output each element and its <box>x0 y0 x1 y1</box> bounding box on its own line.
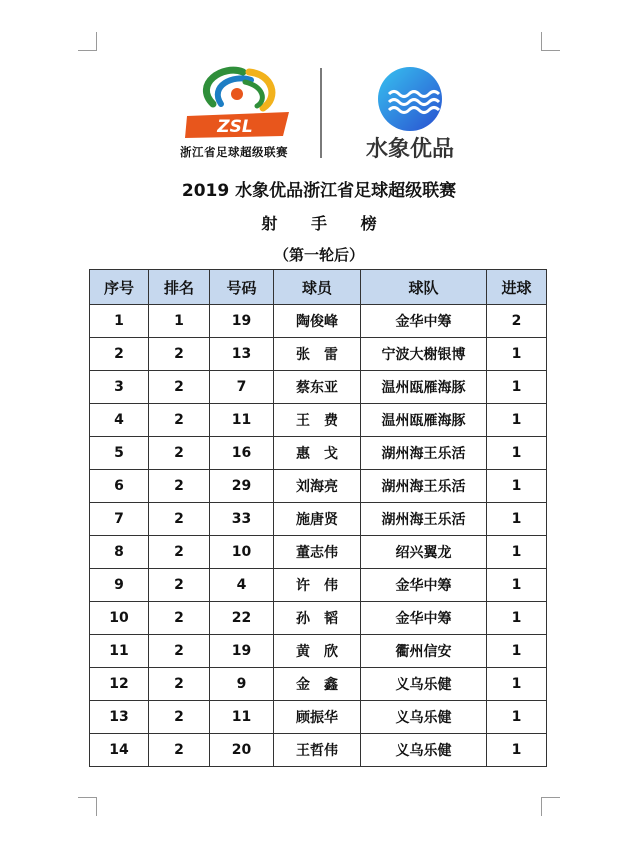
table-row <box>90 569 547 602</box>
cell-team: 金华中筹 <box>361 602 487 635</box>
cell-index: 8 <box>90 536 149 569</box>
cell-rank: 2 <box>149 470 210 503</box>
table-row <box>90 338 547 371</box>
column-header-rank: 排名 <box>149 270 210 305</box>
cell-team: 湖州海王乐活 <box>361 437 487 470</box>
cell-player: 惠 戈 <box>274 437 361 470</box>
cell-team: 金华中筹 <box>361 305 487 338</box>
cell-index: 1 <box>90 305 149 338</box>
scorers-table <box>89 269 547 767</box>
cell-goals: 1 <box>487 602 547 635</box>
crop-mark-bottom-right <box>541 797 560 816</box>
cell-rank: 2 <box>149 635 210 668</box>
cell-goals: 1 <box>487 701 547 734</box>
cell-player: 孙 韬 <box>274 602 361 635</box>
sponsor-name: 水象优品 <box>365 137 454 162</box>
cell-goals: 1 <box>487 635 547 668</box>
cell-number: 29 <box>210 470 274 503</box>
cell-goals: 1 <box>487 338 547 371</box>
cell-team: 温州瓯雁海豚 <box>361 404 487 437</box>
cell-index: 10 <box>90 602 149 635</box>
cell-player: 董志伟 <box>274 536 361 569</box>
cell-number: 20 <box>210 734 274 767</box>
cell-goals: 1 <box>487 437 547 470</box>
cell-rank: 2 <box>149 734 210 767</box>
cell-rank: 2 <box>149 536 210 569</box>
zsl-mark-text: ZSL <box>217 117 253 137</box>
cell-goals: 1 <box>487 668 547 701</box>
cell-team: 湖州海王乐活 <box>361 470 487 503</box>
table-row <box>90 503 547 536</box>
table-row <box>90 701 547 734</box>
column-header-player: 球员 <box>274 270 361 305</box>
cell-number: 10 <box>210 536 274 569</box>
cell-number: 11 <box>210 404 274 437</box>
cell-index: 4 <box>90 404 149 437</box>
cell-goals: 1 <box>487 470 547 503</box>
column-header-index: 序号 <box>90 270 149 305</box>
cell-player: 陶俊峰 <box>274 305 361 338</box>
cell-goals: 1 <box>487 536 547 569</box>
cell-rank: 2 <box>149 338 210 371</box>
cell-rank: 2 <box>149 371 210 404</box>
table-body <box>90 305 547 767</box>
cell-index: 11 <box>90 635 149 668</box>
cell-player: 张 雷 <box>274 338 361 371</box>
cell-player: 金 鑫 <box>274 668 361 701</box>
league-name: 浙江省足球超级联赛 <box>180 145 288 159</box>
logo-banner <box>165 62 485 162</box>
cell-player: 许 伟 <box>274 569 361 602</box>
cell-index: 12 <box>90 668 149 701</box>
cell-goals: 2 <box>487 305 547 338</box>
cell-index: 13 <box>90 701 149 734</box>
cell-player: 王哲伟 <box>274 734 361 767</box>
cell-player: 施唐贤 <box>274 503 361 536</box>
cell-player: 王 费 <box>274 404 361 437</box>
cell-rank: 2 <box>149 602 210 635</box>
cell-rank: 1 <box>149 305 210 338</box>
cell-team: 绍兴翼龙 <box>361 536 487 569</box>
cell-team: 金华中筹 <box>361 569 487 602</box>
table-row <box>90 536 547 569</box>
cell-number: 22 <box>210 602 274 635</box>
cell-rank: 2 <box>149 569 210 602</box>
cell-team: 温州瓯雁海豚 <box>361 371 487 404</box>
cell-player: 蔡东亚 <box>274 371 361 404</box>
cell-team: 宁波大榭银博 <box>361 338 487 371</box>
table-row <box>90 305 547 338</box>
crop-mark-top-right <box>541 32 560 51</box>
column-header-number: 号码 <box>210 270 274 305</box>
cell-player: 刘海亮 <box>274 470 361 503</box>
document-title: 2019 水象优品浙江省足球超级联赛 <box>181 181 457 201</box>
cell-player: 顾振华 <box>274 701 361 734</box>
cell-index: 5 <box>90 437 149 470</box>
cell-team: 义乌乐健 <box>361 668 487 701</box>
cell-number: 9 <box>210 668 274 701</box>
table-row <box>90 734 547 767</box>
round-label: （第一轮后） <box>273 246 364 264</box>
table-header-row <box>90 270 547 305</box>
cell-number: 16 <box>210 437 274 470</box>
cell-index: 6 <box>90 470 149 503</box>
cell-index: 14 <box>90 734 149 767</box>
cell-player: 黄 欣 <box>274 635 361 668</box>
cell-number: 13 <box>210 338 274 371</box>
crop-mark-top-left <box>78 32 97 51</box>
cell-number: 19 <box>210 635 274 668</box>
column-header-team: 球队 <box>361 270 487 305</box>
cell-index: 7 <box>90 503 149 536</box>
cell-team: 衢州信安 <box>361 635 487 668</box>
logo-divider <box>320 68 322 158</box>
cell-number: 19 <box>210 305 274 338</box>
crop-mark-bottom-left <box>78 797 97 816</box>
table-row <box>90 404 547 437</box>
table-row <box>90 602 547 635</box>
table-row <box>90 470 547 503</box>
table-row <box>90 635 547 668</box>
cell-index: 3 <box>90 371 149 404</box>
cell-number: 7 <box>210 371 274 404</box>
cell-rank: 2 <box>149 701 210 734</box>
cell-index: 2 <box>90 338 149 371</box>
cell-goals: 1 <box>487 569 547 602</box>
table-row <box>90 371 547 404</box>
cell-rank: 2 <box>149 668 210 701</box>
cell-goals: 1 <box>487 734 547 767</box>
cell-team: 义乌乐健 <box>361 701 487 734</box>
document-subtitle: 射 手 榜 <box>261 214 391 233</box>
cell-rank: 2 <box>149 437 210 470</box>
cell-goals: 1 <box>487 371 547 404</box>
table-row <box>90 437 547 470</box>
cell-goals: 1 <box>487 404 547 437</box>
cell-team: 湖州海王乐活 <box>361 503 487 536</box>
cell-number: 11 <box>210 701 274 734</box>
table-row <box>90 668 547 701</box>
cell-rank: 2 <box>149 404 210 437</box>
cell-team: 义乌乐健 <box>361 734 487 767</box>
zsl-league-logo <box>183 64 293 140</box>
cell-goals: 1 <box>487 503 547 536</box>
column-header-goals: 进球 <box>487 270 547 305</box>
cell-rank: 2 <box>149 503 210 536</box>
cell-number: 33 <box>210 503 274 536</box>
cell-number: 4 <box>210 569 274 602</box>
sponsor-logo <box>377 66 443 132</box>
cell-index: 9 <box>90 569 149 602</box>
